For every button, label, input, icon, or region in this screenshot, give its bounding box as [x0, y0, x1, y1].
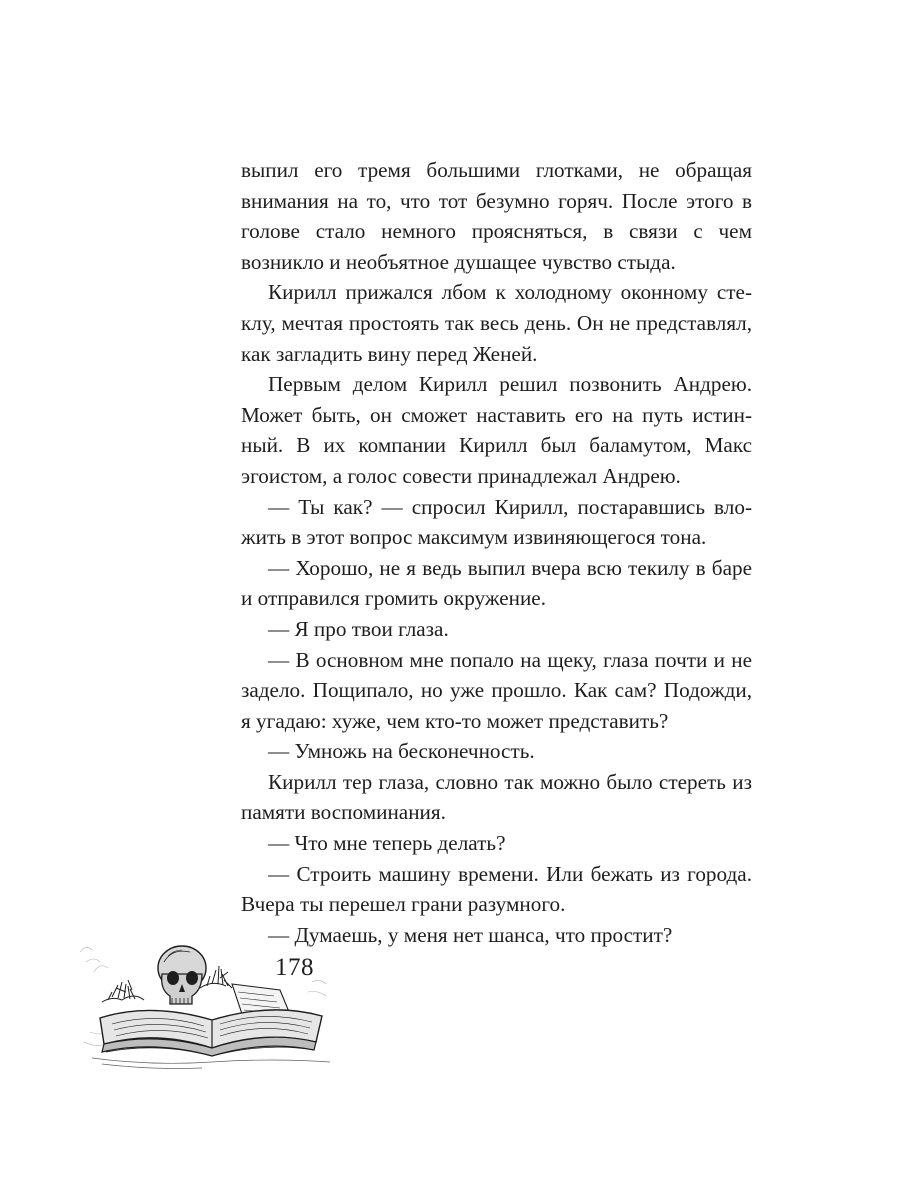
ground-shading [92, 1058, 330, 1069]
dialogue-line: — Хорошо, не я ведь выпил вчера всю текилу в баре и отправился громить окружение. [241, 555, 752, 611]
paragraph: Кирилл прижался лбом к холодному оконному стеклу, мечтая простоять так весь день. Он не представлял, как загладить вину перед Женей. [241, 280, 752, 366]
skull-and-open-book-vignette [72, 922, 342, 1072]
dialogue-line: — Думаешь, у меня нет шанса, что простит? [268, 922, 673, 947]
dialogue-line: — Умножь на бесконечность. [268, 739, 535, 764]
dialogue-line: — Что мне теперь делать? [268, 831, 506, 856]
body-text [241, 155, 752, 950]
open-book-icon [100, 1010, 322, 1056]
paragraph-continuation: выпил его тремя большими глотками, не обращая внимания на то, что тот безумно горяч. После этого в голове стало немного проясняться, в связи с чем возникло и необъятное душащее чувство стыда. [241, 158, 752, 274]
dialogue-line: — Строить машину времени. Или бежать из города. Вчера ты перешел грани разумного. [241, 861, 752, 917]
dialogue-line: — В основном мне попало на щеку, глаза почти и не задело. Пощипало, но уже прошло. Как сам? Подожди, я угадаю: хуже, чем кто-то может представить? [241, 647, 752, 733]
dialogue-line: — Ты как? — спросил Кирилл, постаравшись вложить в этот вопрос максимум извиняющегося тона. [241, 494, 752, 550]
paragraph: Первым делом Кирилл решил позвонить Андрею. Может быть, он сможет наставить его на путь истинный. В их компании Кирилл был баламутом, Макс эгоистом, а голос совести принадлежал Андрею. [241, 372, 752, 488]
dialogue-line: — Я про твои глаза. [268, 616, 449, 641]
paragraph: Кирилл тер глаза, словно так можно было стереть из памяти воспоминания. [241, 769, 752, 825]
skull-icon [158, 946, 206, 1004]
page-number: 178 [275, 954, 314, 981]
